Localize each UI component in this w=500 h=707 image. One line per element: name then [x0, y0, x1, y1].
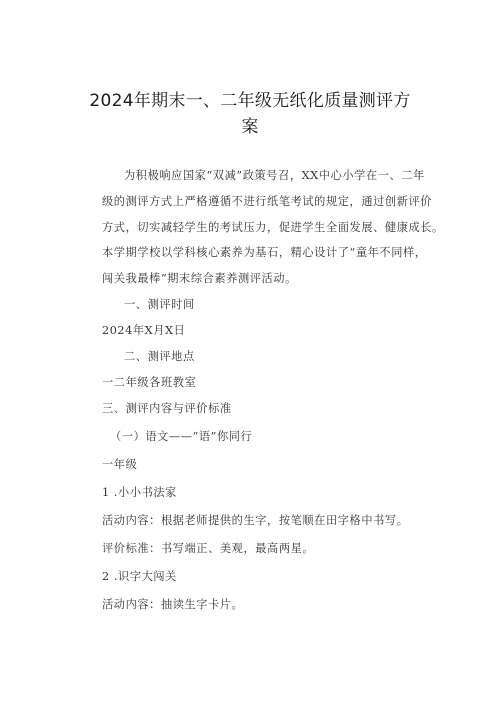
section1-content: 2024年X月X日	[102, 324, 186, 337]
item2-title: 2 .识字大闯关	[102, 570, 177, 583]
title-line-2: 案	[241, 117, 259, 137]
intro-line-5: 闯关我最棒”期末综合素养测评活动。	[102, 272, 297, 285]
intro-line-2: 级的测评方式上严格遵循不进行纸笔考试的规定，通过创新评价	[102, 195, 433, 208]
subsection1-heading: （一）语文——“语”你同行	[110, 430, 253, 443]
intro-line-4: 本学期学校以学科核心素养为基石，精心设计了“童年不同样，	[102, 246, 427, 259]
title-line-1: 2024年期末一、二年级无纸化质量测评方	[89, 91, 411, 111]
section2-heading: 二、测评地点	[124, 350, 195, 363]
section1-heading: 一、测评时间	[124, 298, 195, 311]
item1-title: 1 .小小书法家	[102, 486, 177, 499]
section2-content: 一二年级各班教室	[102, 376, 197, 389]
section3-heading: 三、测评内容与评价标准	[102, 402, 232, 415]
intro-line-3: 方式，切实减轻学生的考试压力，促进学生全面发展、健康成长。	[102, 221, 444, 234]
item1-criteria: 评价标准：书写端正、美观，最高两星。	[102, 542, 315, 555]
document-title	[60, 88, 440, 140]
item2-activity: 活动内容：抽读生字卡片。	[102, 598, 244, 611]
grade-label: 一年级	[102, 458, 138, 471]
item1-activity: 活动内容：根据老师提供的生字，按笔顺在田字格中书写。	[102, 514, 409, 527]
intro-line-1: 为积极响应国家“双减”政策号召，XX中心小学在一、二年	[124, 169, 425, 182]
